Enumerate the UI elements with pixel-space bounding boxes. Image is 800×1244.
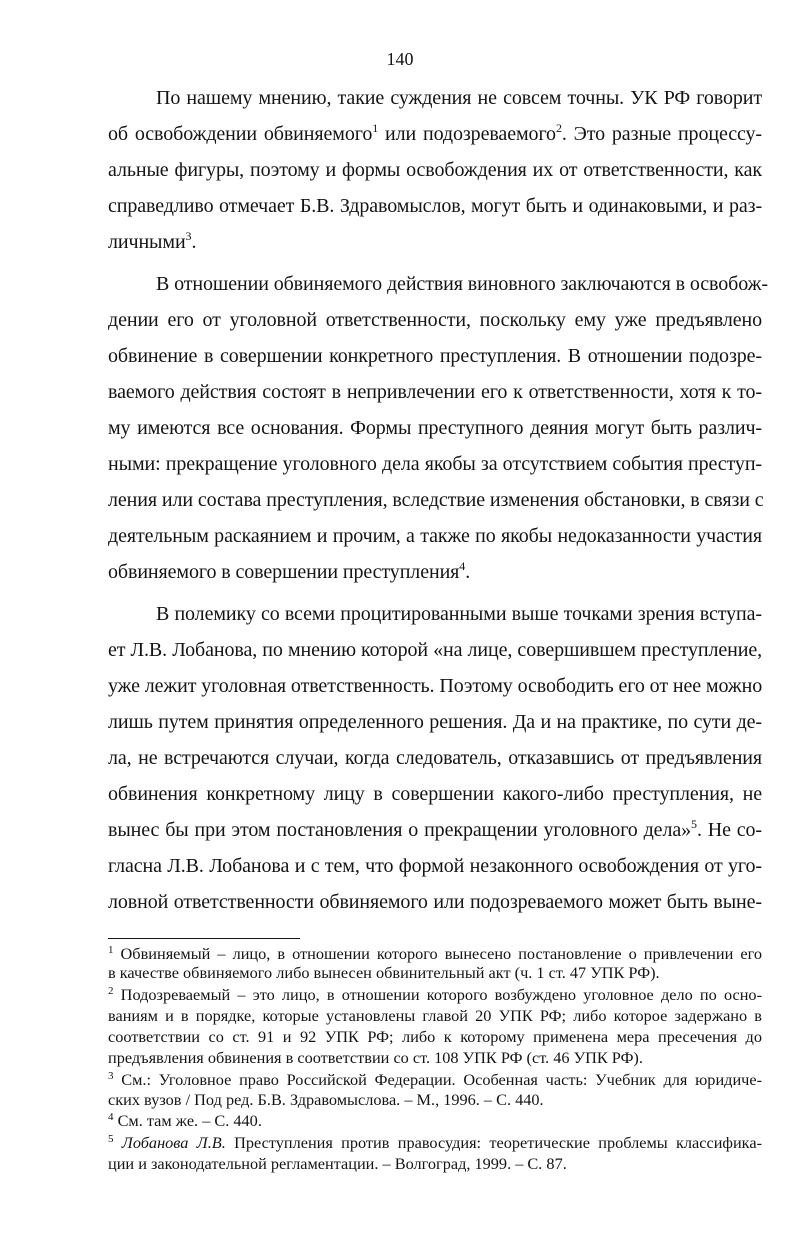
text-line: дении его от уголовной ответственности, поскольку ему уже предъявлено xyxy=(108,309,762,331)
footnote-number: 5 xyxy=(108,1133,114,1145)
footnote-ref: 3 xyxy=(185,229,192,243)
text-line: вынес бы при этом постановления о прекращении уголовного дела»$^5$. Не со- xyxy=(108,817,762,841)
footnote-line: ции и законодательной регламентации. – Волгоград, 1999. – С. 87. xyxy=(108,1154,567,1173)
footnote-ref: 2 xyxy=(555,121,562,135)
text-line: деятельным раскаянием и прочим, а также по якобы недоказанности участия xyxy=(108,525,762,547)
text-line: В полемику со всеми процитированными выше точками зрения вступа- xyxy=(156,603,762,625)
text-line: альные фигуры, поэтому и формы освобождения их от ответственности, как xyxy=(108,159,762,181)
footnote-line: соответствии со ст. 91 и 92 УПК РФ; либо к которому применена мера пресечения до xyxy=(108,1027,762,1046)
footnote-number: 2 xyxy=(108,985,114,997)
footnote-line: в качестве обвиняемого либо вынесен обвинительный акт (ч. 1 ст. 47 УПК РФ). xyxy=(108,963,660,982)
footnote-line: $^2$ Подозреваемый – это лицо, в отношении которого возбуждено уголовное дело по осно- xyxy=(108,985,762,1004)
footnote-line: $^4$ См. там же. – С. 440. xyxy=(108,1111,262,1130)
text-line: обвинения конкретному лицу в совершении какого-либо преступления, не xyxy=(108,783,762,805)
text-line: му имеются все основания. Формы преступного деяния могут быть различ- xyxy=(108,417,762,439)
text-line: лишь путем принятия определенного решения. Да и на практике, по сути де- xyxy=(108,711,762,733)
text-line: обвиняемого в совершении преступления$^4$. xyxy=(108,559,471,583)
text-line: личными$^3$. xyxy=(108,229,197,253)
text-line: ваемого действия состоят в непривлечении его к ответственности, хотя к то- xyxy=(108,381,762,403)
text-line: ления или состава преступления, вследствие изменения обстановки, в связи с xyxy=(108,489,764,511)
footnote-separator xyxy=(108,938,300,939)
footnote-ref: 1 xyxy=(372,121,379,135)
text-line: уже лежит уголовная ответственность. Поэтому освободить его от нее можно xyxy=(108,675,763,697)
text-line: обвинение в совершении конкретного преступления. В отношении подозре- xyxy=(108,345,762,367)
text-line: ными: прекращение уголовного дела якобы за отсутствием события преступ- xyxy=(108,453,762,475)
footnote-number: 4 xyxy=(108,1111,114,1123)
footnote-ref: 5 xyxy=(691,817,697,831)
author-name: Лобанова Л.В. xyxy=(113,1133,226,1152)
text-line: ловной ответственности обвиняемого или подозреваемого может быть выне- xyxy=(108,891,762,913)
text-line: В отношении обвиняемого действия виновного заключаются в освобож- xyxy=(156,273,768,295)
text-line: ет Л.В. Лобанова, по мнению которой «на лице, совершившем преступление, xyxy=(108,639,762,661)
text-line: об освобождении обвиняемого$^1$ или подозреваемого$^2$. Это разные процессу- xyxy=(108,121,762,145)
footnote-line: $^5$ Лобанова Л.В. Преступления против правосудия: теоретические проблемы классифика- xyxy=(108,1133,762,1152)
footnote-ref: 4 xyxy=(459,559,466,573)
page-number: 140 xyxy=(386,49,414,69)
footnote-line: предъявления обвинения в соответствии со ст. 108 УПК РФ (ст. 46 УПК РФ). xyxy=(108,1048,643,1067)
text-line: гласна Л.В. Лобанова и с тем, что формой незаконного освобождения от уго- xyxy=(108,855,762,877)
footnote-line: $^3$ См.: Уголовное право Российской Федерации. Особенная часть: Учебник для юридиче- xyxy=(108,1070,762,1089)
text-line: ла, не встречаются случаи, когда следователь, отказавшись от предъявления xyxy=(108,747,762,769)
footnote-line: $^1$ Обвиняемый – лицо, в отношении которого вынесено постановление о привлечении его xyxy=(108,944,762,963)
footnote-number: 3 xyxy=(108,1070,114,1082)
footnote-line: ваниям и в порядке, которые установлены главой 20 УПК РФ; либо которое задержано в xyxy=(108,1006,762,1025)
footnote-line: ских вузов / Под ред. Б.В. Здравомыслова. – М., 1996. – С. 440. xyxy=(108,1090,544,1109)
footnote-number: 1 xyxy=(108,944,114,956)
text-line: По нашему мнению, такие суждения не совсем точны. УК РФ говорит xyxy=(156,87,762,109)
text-line: справедливо отмечает Б.В. Здравомыслов, могут быть и одинаковыми, и раз- xyxy=(108,195,762,217)
